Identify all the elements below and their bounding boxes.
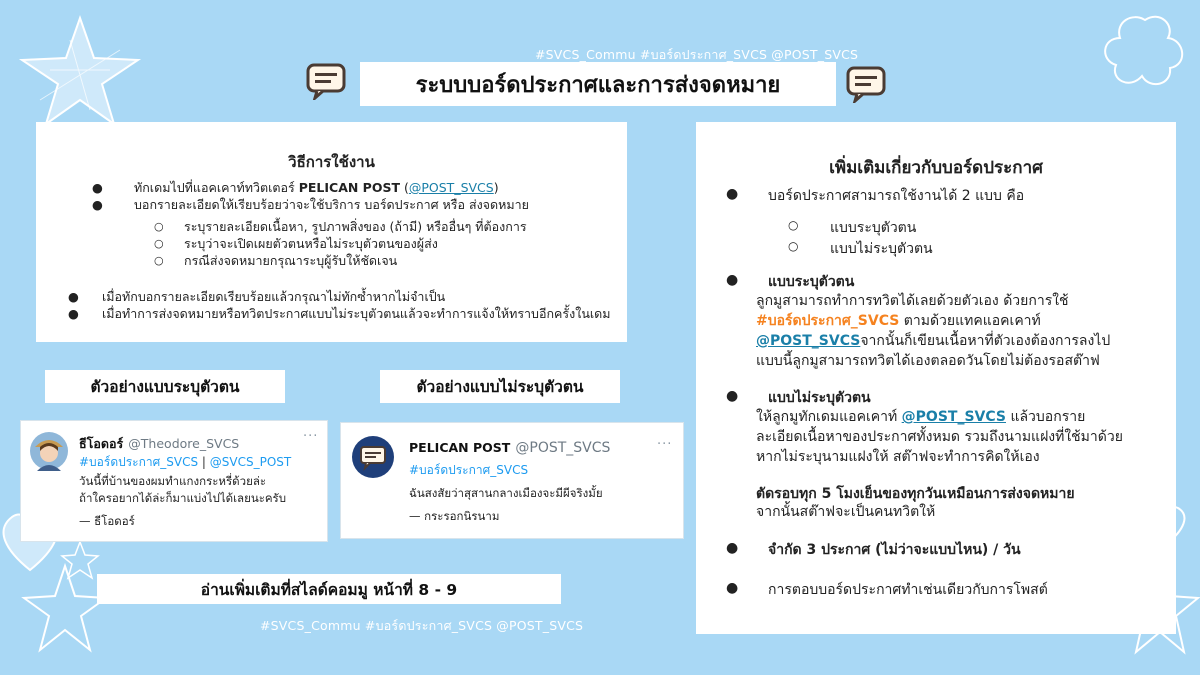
read-more-banner: อ่านเพิ่มเติมที่สไลด์คอมมู หน้าที่ 8 - 9 — [97, 574, 561, 604]
flower-doodle-top-right — [1100, 10, 1190, 90]
post-svcs-link[interactable]: @POST_SVCS — [756, 333, 861, 349]
daily-limit: จำกัด 3 ประกาศ (ไม่ว่าจะแบบไหน) / วัน — [768, 542, 1021, 558]
howto-sub-3: ○ กรณีส่งจดหมายกรุณาระบุผู้รับให้ชัดเจน — [154, 253, 398, 268]
star-doodle-top-left — [10, 10, 150, 130]
cutoff-note-2: จากนั้นสต๊าฟจะเป็นคนทวิตให้ — [756, 504, 936, 520]
cutoff-note: ตัดรอบทุก 5 โมงเย็นของทุกวันเหมือนการส่งจดหมาย — [756, 486, 1075, 502]
example-tweet-identified — [20, 420, 328, 542]
chat-bubble-icon-right — [845, 65, 887, 103]
more-opt1: แบบระบุตัวตน — [830, 220, 917, 236]
tweet-hashtags: #บอร์ดประกาศ_SVCS | @SVCS_POST — [79, 455, 292, 469]
avatar — [351, 435, 395, 479]
tweet-body: ฉันสงสัยว่าสุสานกลางเมืองจะมีผีจริงมั้ย — กระรอกนิรนาม — [409, 486, 603, 523]
more-info-heading: เพิ่มเติมเกี่ยวกับบอร์ดประกาศ — [829, 158, 1043, 178]
tweet-hashtag[interactable]: #บอร์ดประกาศ_SVCS — [409, 463, 529, 477]
howto-item-2: ● บอกรายละเอียดให้เรียบร้อยว่าจะใช้บริการ บอร์ดประกาศ หรือ ส่งจดหมาย — [92, 197, 529, 212]
example-tweet-anonymous — [340, 422, 684, 539]
example-anonymous-label: ตัวอย่างแบบไม่ระบุตัวตน — [380, 370, 620, 403]
tweet-author-handle: @POST_SVCS — [515, 440, 611, 456]
page-title: ระบบบอร์ดประกาศและการส่งจดหมาย — [360, 62, 836, 106]
board-hashtag[interactable]: #บอร์ดประกาศ_SVCS — [756, 313, 900, 329]
howto-sub-2: ○ ระบุว่าจะเปิดเผยตัวตนหรือไม่ระบุตัวตนของผู้ส่ง — [154, 236, 438, 251]
more-p1: บอร์ดประกาศสามารถใช้งานได้ 2 แบบ คือ — [768, 188, 1025, 204]
anonymous-section-title: แบบไม่ระบุตัวตน — [768, 390, 871, 406]
more-info-card: เพิ่มเติมเกี่ยวกับบอร์ดประกาศ ● บอร์ดประกาศสามารถใช้งานได้ 2 แบบ คือ ○ แบบระบุตัวตน ○ แบบไม่ระบุตัวตน ● แบบระบุตัวตน ลูกมูสามารถทำการทวิตได้เลยด้วยตัวเอง ด้วยการใช้ #บอร์ดประกาศ_SVCS ตามด้วยแทคแอคเคาท์ @POST_SVCSจากนั้นก็เขียนเนื้อหาที่ตัวเองต้องการลงไป แบบนี้ลูกมูสามารถทวิตได้เองตลอดวันโดยไม่ต้องรอสต๊าฟ ● แบบไม่ระบุตัวตน ให้ลูกมูทักเดมแอคเคาท์ @POST_SVCS แล้วบอกราย ละเอียดเนื้อหาของประกาศทั้งหมด รวมถึงนามแฝงที่ใช้มาด้วย หากไม่ระบุนามแฝงให้ สต๊าฟจะทำการคิดให้เอง ตัดรอบทุก 5 โมงเย็นของทุกวันเหมือนการส่งจดหมาย จากนั้นสต๊าฟจะเป็นคนทวิตให้ ● จำกัด 3 ประกาศ (ไม่ว่าจะแบบไหน) / วัน ● การตอบบอร์ดประกาศทำเช่นเดียวกับการโพสต์ — [696, 122, 1176, 634]
pelican-post-name: PELICAN POST — [298, 180, 400, 195]
tweet-body: วันนี้ที่บ้านของผมทำแกงกระหรี่ด้วยล่ะ ถ้าใครอยากได้ล่ะก็มาแบ่งไปได้เลยนะครับ — ธีโอดอร์ — [79, 474, 287, 528]
tweet-author-handle: @Theodore_SVCS — [128, 436, 240, 451]
tweet-author-name: PELICAN POST — [409, 440, 511, 455]
identified-section-title: แบบระบุตัวตน — [768, 274, 855, 290]
howto-item-4: ● เมื่อทำการส่งจดหมายหรือทวิตประกาศแบบไม่ระบุตัวตนแล้วจะทำการแจ้งให้ทราบอีกครั้งในเดม — [68, 306, 611, 321]
chat-bubble-icon-left — [305, 62, 347, 100]
howto-item-1: ● ทักเดมไปที่แอคเคาท์ทวิตเตอร์ PELICAN POST (@POST_SVCS) — [92, 180, 499, 195]
anonymous-section-body: ให้ลูกมูทักเดมแอคเคาท์ @POST_SVCS แล้วบอกราย ละเอียดเนื้อหาของประกาศทั้งหมด รวมถึงนามแฝงที่ใช้มาด้วย หากไม่ระบุนามแฝงให้ สต๊าฟจะทำการคิดให้เอง — [756, 409, 1123, 465]
post-svcs-link[interactable]: @POST_SVCS — [408, 180, 494, 195]
hashtags-bottom: #SVCS_Commu #บอร์ดประกาศ_SVCS @POST_SVCS — [260, 618, 584, 633]
star-doodle-small — [60, 540, 100, 580]
identified-section-body: ลูกมูสามารถทำการทวิตได้เลยด้วยตัวเอง ด้วยการใช้ #บอร์ดประกาศ_SVCS ตามด้วยแทคแอคเคาท์ @POST_SVCSจากนั้นก็เขียนเนื้อหาที่ตัวเองต้องการลงไป แบบนี้ลูกมูสามารถทวิตได้เองตลอดวันโดยไม่ต้องรอสต๊าฟ — [756, 293, 1111, 369]
more-options-icon[interactable]: ··· — [657, 437, 673, 452]
reply-note: การตอบบอร์ดประกาศทำเช่นเดียวกับการโพสต์ — [768, 582, 1048, 598]
howto-sub-1: ○ ระบุรายละเอียดเนื้อหา, รูปภาพสิ่งของ (ถ้ามี) หรืออื่นๆ ที่ต้องการ — [154, 219, 527, 234]
more-options-icon[interactable]: ··· — [303, 429, 319, 444]
avatar — [29, 431, 69, 471]
more-opt2: แบบไม่ระบุตัวตน — [830, 241, 933, 257]
tweet-author-name: ธีโอดอร์ — [79, 436, 124, 451]
howto-heading: วิธีการใช้งาน — [288, 153, 375, 171]
post-svcs-link[interactable]: @POST_SVCS — [901, 409, 1006, 425]
hashtags-top: #SVCS_Commu #บอร์ดประกาศ_SVCS @POST_SVCS — [535, 47, 859, 62]
howto-card — [36, 122, 627, 342]
howto-item-3: ● เมื่อทักบอกรายละเอียดเรียบร้อยแล้วกรุณาไม่ทักซ้ำหากไม่จำเป็น — [68, 289, 446, 304]
example-identified-label: ตัวอย่างแบบระบุตัวตน — [45, 370, 285, 403]
